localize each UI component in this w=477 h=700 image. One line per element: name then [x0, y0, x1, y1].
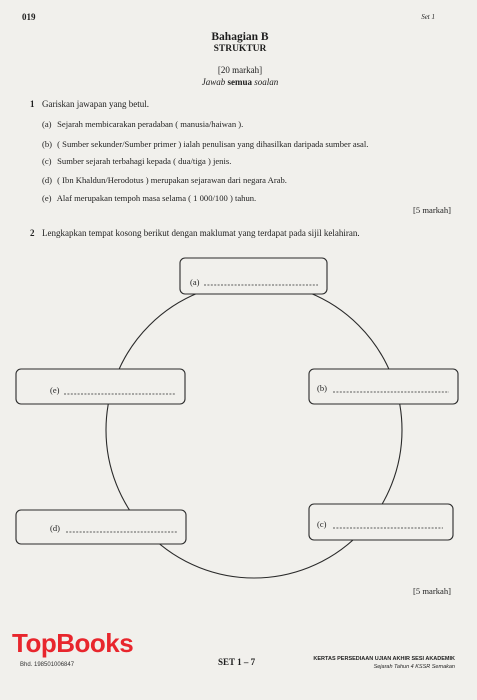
box-d — [16, 510, 186, 544]
set-label: Set 1 — [421, 13, 435, 21]
box-b-label: (b) — [317, 383, 327, 393]
topbooks-logo: TopBooks — [12, 628, 134, 658]
box-e — [16, 369, 185, 404]
box-d-label: (d) — [50, 523, 60, 533]
q1-item-d: (d) ( Ibn Khaldun/Herodotus ) merupakan sejarawan dari negara Arab. — [42, 175, 287, 185]
publisher-info: Bhd. 198501006847 — [20, 662, 75, 668]
question-2-marks: [5 markah] — [413, 586, 451, 596]
box-c — [309, 504, 453, 540]
footer-title-block — [313, 656, 455, 670]
section-title: Bahagian B — [211, 31, 269, 43]
section-subtitle: STRUKTUR — [213, 44, 267, 54]
box-a-label: (a) — [190, 277, 200, 287]
page-code: 019 — [22, 12, 36, 22]
box-b — [309, 369, 458, 404]
section-instruction: Jawab semua soalan — [201, 77, 279, 87]
q1-item-c: (c) Sumber sejarah terbahagi kepada ( dua/tiga ) jenis. — [42, 156, 232, 166]
q1-item-e: (e) Alaf merupakan tempoh masa selama ( 1 000/100 ) tahun. — [42, 193, 257, 203]
question-2-number: 2 — [30, 228, 35, 238]
box-c-label: (c) — [317, 519, 327, 529]
footer-title: KERTAS PERSEDIAAN UJIAN AKHIR SESI AKADEMIK — [313, 656, 455, 662]
question-2-text: Lengkapkan tempat kosong berikut dengan maklumat yang terdapat pada sijil kelahiran. — [42, 228, 360, 238]
q1-item-a: (a) Sejarah membicarakan peradaban ( manusia/haiwan ). — [42, 119, 244, 129]
box-a — [180, 258, 327, 294]
question-1-marks: [5 markah] — [413, 205, 451, 215]
question-1-number: 1 — [30, 99, 35, 109]
section-marks: [20 markah] — [217, 65, 263, 75]
footer-page-label: SET 1 – 7 — [218, 657, 256, 667]
box-e-label: (e) — [50, 385, 60, 395]
question-1-text: Gariskan jawapan yang betul. — [42, 99, 149, 109]
footer-subtitle: Sejarah Tahun 4 KSSR Semakan — [373, 664, 455, 670]
q1-item-b: (b) ( Sumber sekunder/Sumber primer ) ialah penulisan yang dihasilkan daripada sumber asal. — [42, 139, 369, 149]
